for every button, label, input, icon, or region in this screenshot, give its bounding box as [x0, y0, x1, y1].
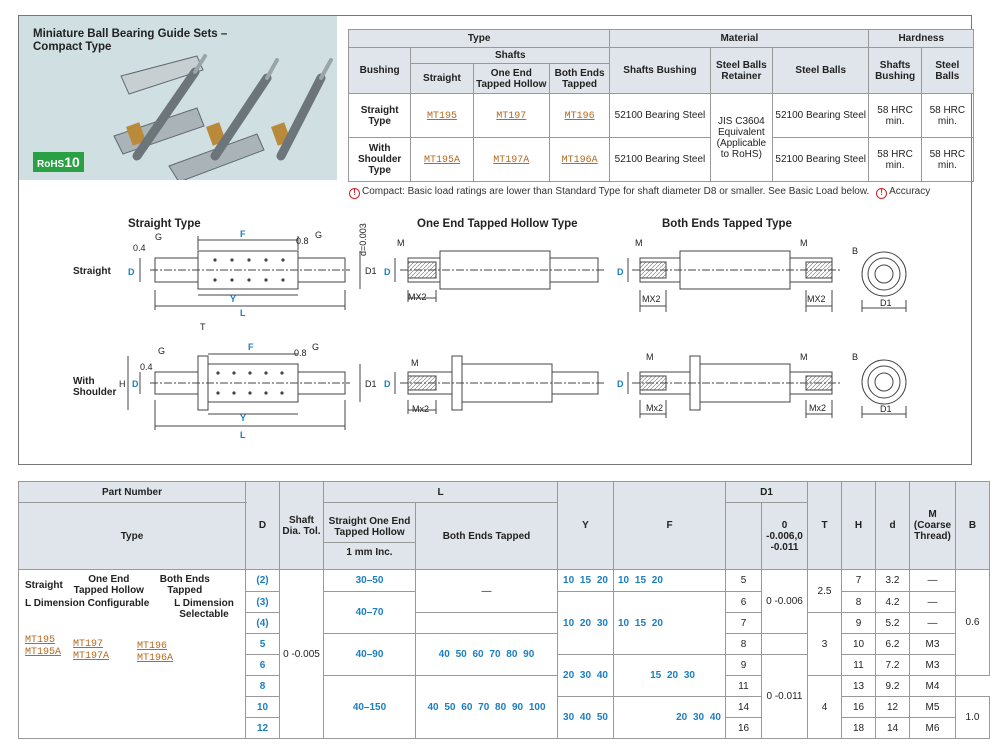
pt-M-cell: —: [910, 592, 956, 613]
dim-Mx2c: Mx2: [809, 403, 827, 413]
dim-D: D: [128, 267, 135, 277]
pt-M-cell: —: [910, 570, 956, 592]
pt-d-header: d: [876, 482, 910, 570]
pt-D-header: D: [246, 482, 280, 570]
pt-part-number-header: Part Number: [19, 482, 246, 503]
mt-cell: 58 HRC min.: [921, 138, 973, 182]
pt-type-one-end: One End Tapped Hollow: [73, 574, 144, 596]
mt-one-end-header: One End Tapped Hollow: [473, 64, 549, 94]
dim-Db2: D: [617, 379, 624, 389]
pt-T-header: T: [808, 482, 842, 570]
mt-hard-balls-header: Steel Balls: [921, 48, 973, 94]
pt-d-cell: 9.2: [876, 676, 910, 697]
dim-Dh: D: [384, 267, 391, 277]
pt-outer-tol-value: 0 -0.006: [762, 570, 808, 634]
part-link-mt195[interactable]: MT195: [426, 110, 457, 122]
part-link-mt195a[interactable]: MT195A: [423, 154, 460, 166]
row-label-straight: Straight: [73, 266, 111, 277]
part-link-mt196a[interactable]: MT196A: [561, 154, 598, 166]
pt-H-cell: 7: [842, 570, 876, 592]
pt-D1-cell: 16: [726, 718, 762, 739]
pt-D-cell: (4): [246, 613, 280, 634]
pt-D-cell: 6: [246, 655, 280, 676]
pt-Y-group: 10 15 20: [558, 570, 614, 592]
pt-D1-cell: 11: [726, 676, 762, 697]
pt-L-both: —: [416, 570, 558, 613]
note-text: Compact: Basic load ratings are lower than Standard Type for shaft diameter D8 or smaller. See Basic Load below.: [362, 186, 870, 197]
pt-M-cell: M4: [910, 676, 956, 697]
mt-cell: 52100 Bearing Steel: [610, 138, 710, 182]
dim-Dsh: D: [132, 379, 139, 389]
pt-H-cell: 13: [842, 676, 876, 697]
pt-F-group: 20 30 40: [614, 697, 726, 739]
one-end-type-title: One End Tapped Hollow Type: [417, 218, 578, 230]
pt-D1-cell: 8: [726, 634, 762, 655]
pt-L-both: 40 50 60 70 80 90: [416, 634, 558, 676]
part-code-mt195a[interactable]: MT195A: [25, 647, 62, 658]
dim-Gsh: G: [158, 346, 166, 356]
dim-H: H: [119, 379, 126, 389]
pt-B-value: 1.0: [956, 697, 990, 739]
dim-Db: D: [617, 267, 624, 277]
rohs-label: RoHS: [37, 159, 65, 170]
dim-M5: M: [646, 352, 654, 362]
dim-r08: 0.8: [296, 236, 309, 246]
pt-H-header: H: [842, 482, 876, 570]
pt-shaft-tol-header: Shaft Dia. Tol.: [280, 482, 324, 570]
pt-B-value: 0.6: [956, 570, 990, 676]
pt-type-straight: Straight: [25, 580, 63, 591]
dim-D1e: D1: [880, 298, 892, 308]
dim-M1: M: [397, 238, 405, 248]
dim-L2: L: [240, 430, 246, 440]
part-link-mt196[interactable]: MT196: [564, 110, 595, 122]
pt-l-select: L Dimension Selectable: [174, 598, 234, 620]
pt-D-cell: (3): [246, 592, 280, 613]
dim-d: d=0.003: [358, 223, 368, 256]
part-code-mt197a[interactable]: MT197A: [73, 651, 110, 662]
pt-l-sub1: Straight One End Tapped Hollow: [328, 516, 411, 538]
pt-D1-cell: 5: [726, 570, 762, 592]
pt-L-header: L: [324, 482, 558, 503]
pt-d-cell: 3.2: [876, 570, 910, 592]
pt-outer-tol-value: 0 -0.011: [762, 655, 808, 739]
part-link-mt197a[interactable]: MT197A: [493, 154, 530, 166]
pt-F-group: 10 15 20: [614, 570, 726, 592]
dim-Gsh2: G: [312, 342, 320, 352]
pt-H-cell: 16: [842, 697, 876, 718]
dim-F2: F: [248, 342, 254, 352]
pt-type-both: Both Ends Tapped: [159, 574, 210, 596]
pt-D1-header: D1: [726, 482, 808, 503]
mt-material-header: Material: [610, 30, 869, 48]
mt-cell: 52100 Bearing Steel: [773, 94, 869, 138]
pt-l-inc: 1 mm Inc.: [324, 542, 415, 562]
row-label-shoulder: With Shoulder: [73, 376, 117, 398]
pt-M-cell: M6: [910, 718, 956, 739]
dim-M2: M: [411, 358, 419, 368]
mt-shafts-header: Shafts: [411, 48, 610, 64]
mt-steel-balls-header: Steel Balls: [773, 48, 869, 94]
dim-B2: B: [852, 352, 859, 362]
pt-outer-tol-header: 0 -0.006,0 -0.011: [762, 503, 808, 570]
pt-L-both: 40 50 60 70 80 90 100: [416, 676, 558, 739]
dim-r04sh: 0.4: [140, 362, 153, 372]
mt-cell: 58 HRC min.: [869, 138, 921, 182]
rohs-number: 10: [64, 154, 80, 170]
part-code-mt196a[interactable]: MT196A: [137, 653, 174, 664]
dim-T: T: [200, 322, 206, 332]
dim-r04: 0.4: [133, 243, 146, 253]
dim-M4: M: [800, 238, 808, 248]
mt-retainer-value: JIS C3604 Equivalent (Applicable to RoHS): [710, 94, 772, 182]
pt-L-range: 40–150: [324, 676, 416, 739]
mt-cell: 58 HRC min.: [921, 94, 973, 138]
dim-r08sh: 0.8: [294, 348, 307, 358]
pt-d-cell: 12: [876, 697, 910, 718]
pt-Y-header: Y: [558, 482, 614, 570]
dim-Mx2a: Mx2: [412, 404, 430, 414]
pt-T-value: 3: [808, 613, 842, 676]
mt-bushing-header: Bushing: [349, 48, 411, 94]
pt-Y-group: 10 20 30: [558, 592, 614, 655]
dim-D1e2: D1: [880, 404, 892, 414]
dim-B1: B: [852, 246, 859, 256]
dim-G2: G: [315, 230, 323, 240]
mt-cell: 52100 Bearing Steel: [610, 94, 710, 138]
pt-M-cell: M3: [910, 634, 956, 655]
pt-d-cell: 14: [876, 718, 910, 739]
pt-F-group: 10 15 20: [614, 592, 726, 655]
mt-cell: 58 HRC min.: [869, 94, 921, 138]
part-link-mt197[interactable]: MT197: [496, 110, 527, 122]
mt-both-ends-header: Both Ends Tapped: [549, 64, 609, 94]
part-code-mt195[interactable]: MT195: [25, 635, 56, 646]
mt-hardness-header: Hardness: [869, 30, 974, 48]
pt-d-cell: 5.2: [876, 613, 910, 634]
pt-D-cell: 12: [246, 718, 280, 739]
straight-type-title: Straight Type: [128, 218, 201, 230]
pt-type-header: Type: [19, 503, 246, 570]
pt-H-cell: 10: [842, 634, 876, 655]
pt-shaft-tol-value: 0 -0.005: [280, 570, 324, 739]
pt-H-cell: 8: [842, 592, 876, 613]
dim-MX2b: MX2: [642, 294, 661, 304]
pt-F-group: 15 20 30: [614, 655, 726, 697]
mt-shafts-bushing-header: Shafts Bushing: [610, 48, 710, 94]
pt-d-cell: 7.2: [876, 655, 910, 676]
pt-l-config: L Dimension Configurable: [25, 598, 150, 609]
part-number-table: [18, 481, 990, 739]
pt-D-cell: 8: [246, 676, 280, 697]
pt-D1-cell: 9: [726, 655, 762, 676]
pt-D-cell: 10: [246, 697, 280, 718]
warning-circle-icon: !: [349, 188, 360, 199]
pt-D1-cell: 6: [726, 592, 762, 613]
mt-straight-header: Straight: [411, 64, 473, 94]
both-ends-type-title: Both Ends Tapped Type: [662, 218, 792, 230]
dim-Y: Y: [230, 294, 237, 304]
dim-Dh2: D: [384, 379, 391, 389]
mt-hard-shafts-header: Shafts Bushing: [869, 48, 921, 94]
dim-D1: D1: [365, 266, 377, 276]
pt-d-cell: 4.2: [876, 592, 910, 613]
dim-F: F: [240, 229, 246, 239]
pt-M-cell: M5: [910, 697, 956, 718]
pt-H-cell: 18: [842, 718, 876, 739]
dim-MX2c: MX2: [807, 294, 826, 304]
mt-row-straight-label: Straight Type: [349, 94, 411, 138]
pt-T-value: 2.5: [808, 570, 842, 613]
pt-F-header: F: [614, 482, 726, 570]
pt-d-cell: 6.2: [876, 634, 910, 655]
dim-D1sh: D1: [365, 379, 377, 389]
pt-L-range: 40–70: [324, 592, 416, 634]
dim-G: G: [155, 232, 163, 242]
mt-row-shoulder-label: With Shoulder Type: [349, 138, 411, 182]
mt-cell: 52100 Bearing Steel: [773, 138, 869, 182]
accuracy-link[interactable]: Accuracy: [889, 186, 931, 197]
pt-D1-cell: 7: [726, 613, 762, 634]
pt-L-range: 30–50: [324, 570, 416, 592]
dim-M3: M: [635, 238, 643, 248]
pt-M-cell: —: [910, 613, 956, 634]
dim-M6: M: [800, 352, 808, 362]
warning-circle-icon: !: [876, 188, 887, 199]
pt-D-cell: 5: [246, 634, 280, 655]
pt-D1-cell: 14: [726, 697, 762, 718]
product-title: Miniature Ball Bearing Guide Sets – Compact Type: [33, 28, 228, 53]
pt-B-header: B: [956, 482, 990, 570]
mt-retainer-header: Steel Balls Retainer: [710, 48, 772, 94]
pt-Y-group: 30 40 50: [558, 697, 614, 739]
pt-H-cell: 9: [842, 613, 876, 634]
dim-MX2a: MX2: [408, 292, 427, 302]
pt-L-range: 40–90: [324, 634, 416, 676]
dim-Y2: Y: [240, 413, 247, 423]
pt-M-cell: M3: [910, 655, 956, 676]
pt-D-cell: (2): [246, 570, 280, 592]
mt-type-header: Type: [349, 30, 610, 48]
part-code-mt196[interactable]: MT196: [137, 641, 168, 652]
pt-T-value: 4: [808, 676, 842, 739]
pt-Y-group: 20 30 40: [558, 655, 614, 697]
pt-l-sub2: Both Ends Tapped: [416, 503, 558, 570]
dim-L: L: [240, 308, 246, 318]
pt-M-header: M (Coarse Thread): [910, 482, 956, 570]
pt-H-cell: 11: [842, 655, 876, 676]
part-code-mt197[interactable]: MT197: [73, 639, 104, 650]
dim-Mx2b: Mx2: [646, 403, 664, 413]
